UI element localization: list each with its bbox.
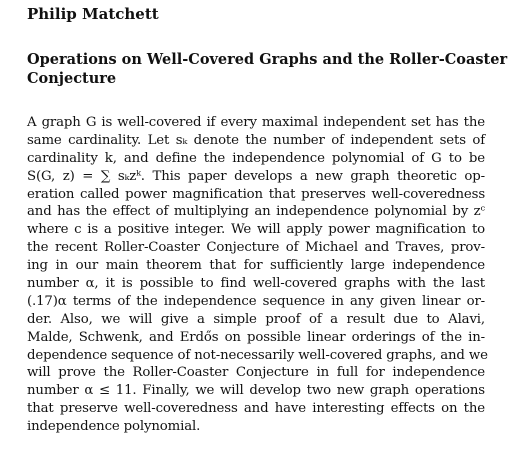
abstract-line: Malde, Schwenk, and Erdős on possible linear orderings of the in- <box>27 329 485 345</box>
abstract <box>27 114 488 436</box>
title-line: Conjecture <box>27 70 117 87</box>
abstract-line: the recent Roller-Coaster Conjecture of Michael and Traves, prov- <box>27 240 485 256</box>
title-line: Operations on Well-Covered Graphs and the Roller-Coaster <box>27 51 508 68</box>
abstract-line: will prove the Roller-Coaster Conjecture in full for independence <box>27 365 485 381</box>
abstract-line: number α, it is possible to find well-covered graphs with the last <box>27 276 485 292</box>
abstract-line: ing in our main theorem that for sufficiently large independence <box>27 258 485 274</box>
abstract-line: dependence sequence of not-necessarily well-covered graphs, and we <box>27 347 488 363</box>
abstract-line: independence polynomial. <box>27 419 201 435</box>
abstract-line: and has the effect of multiplying an independence polynomial by zᶜ <box>27 204 485 220</box>
abstract-line: number α ≤ 11. Finally, we will develop two new graph operations <box>27 383 485 399</box>
author-name: Philip Matchett <box>27 5 159 23</box>
abstract-line: where c is a positive integer. We will apply power magnification to <box>27 222 485 238</box>
abstract-line: eration called power magnification that preserves well-coveredness <box>27 186 485 202</box>
abstract-line: S(G, z) = ∑ sₖzᵏ. This paper develops a new graph theoretic op- <box>27 168 485 184</box>
paper-title <box>27 50 508 88</box>
abstract-line: cardinality k, and define the independence polynomial of G to be <box>27 150 485 166</box>
abstract-line: that preserve well-coveredness and have interesting effects on the <box>27 401 485 417</box>
abstract-line: same cardinality. Let sₖ denote the number of independent sets of <box>27 132 485 148</box>
abstract-line: A graph G is well-covered if every maximal independent set has the <box>27 115 485 130</box>
abstract-line: (.17)α terms of the independence sequence in any given linear or- <box>27 293 485 309</box>
abstract-line: der. Also, we will give a simple proof of a result due to Alavi, <box>27 311 485 327</box>
